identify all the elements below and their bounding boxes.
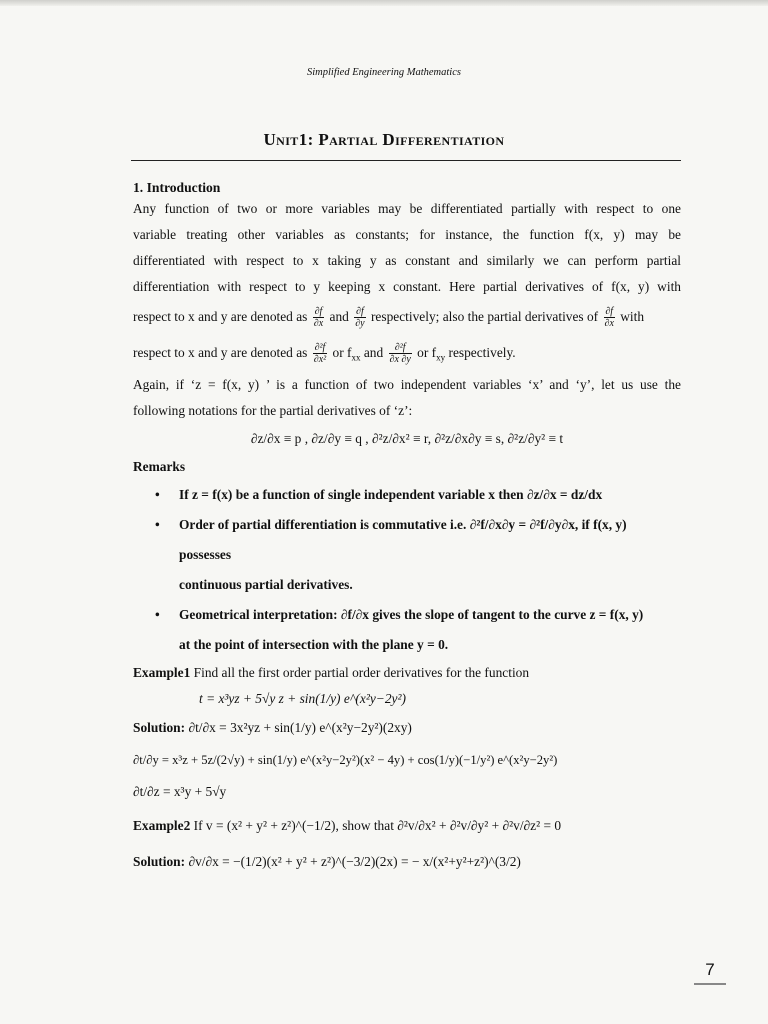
- page-body: [133, 180, 681, 880]
- remark-item-1: • If z = f(x) be a function of single independent variable x then ∂z/∂x = dz/dx: [155, 480, 681, 510]
- intro-line-8: following notations for the partial derivatives of ‘z’:: [133, 403, 413, 418]
- intro-line-3: differentiated with respect to x taking y as constant and similarly we can perform partial: [133, 253, 681, 268]
- remarks-heading: Remarks: [133, 459, 186, 474]
- notation-equation: ∂z/∂x ≡ p , ∂z/∂y ≡ q , ∂²z/∂x² ≡ r, ∂²z/∂x∂y ≡ s, ∂²z/∂y² ≡ t: [250, 431, 564, 446]
- d2f-dx2-fraction: $\frac{\text{∂²f}}{\text{∂x²}}$: [313, 342, 327, 366]
- intro-line-1: Any function of two or more variables may be differentiated partially with respect to one: [133, 201, 681, 216]
- section-heading: 1. Introduction: [133, 180, 221, 195]
- example1-function: t = x³yz + 5√y z + sin(1/y) e^(x²y−2y²): [199, 691, 406, 706]
- running-header: Simplified Engineering Mathematics: [307, 67, 461, 78]
- df-dx-fraction-2: $\frac{\partial f}{\partial x}$: [604, 306, 614, 330]
- example2-solution-1: Solution: ∂v/∂x = −(1/2)(x² + y² + z²)^(−3/2)(2x) = − x/(x²+y²+z²)^(3/2): [133, 854, 521, 869]
- scan-edge: [0, 0, 768, 6]
- unit-title: [0, 130, 768, 150]
- unit-name: Partial Differentiation: [318, 130, 505, 149]
- example1-solution-3: ∂t/∂z = x³y + 5√y: [133, 784, 227, 799]
- unit-label: Unit1:: [263, 130, 314, 149]
- intro-line-5: respect to x and y are denoted as $\frac{\partial f}{\partial x}$ and $\frac{\partial f}{\partial y}$ respectively; also the partial derivatives of $\frac{\partial f}{\partial x}$ with: [133, 306, 645, 330]
- page-number: 7: [705, 960, 715, 979]
- df-dy-fraction: $\frac{\partial f}{\partial y}$: [355, 306, 365, 330]
- intro-line-4: differentiation with respect to y keeping x constant. Here partial derivatives of f(x, y) with: [133, 279, 681, 294]
- remark-item-3: • Geometrical interpretation: ∂f/∂x gives the slope of tangent to the curve z = f(x, y) at the point of intersection with the plane y = 0.: [155, 600, 681, 660]
- df-dx-fraction: $\frac{\partial f}{\partial x}$: [313, 306, 324, 330]
- page-footer: [694, 960, 726, 985]
- page-number-rule: [694, 983, 726, 985]
- intro-line-6: respect to x and y are denoted as $\frac{\text{∂²f}}{\text{∂x²}}$ or $f_{xx}$ and $\frac{\text{∂²f}}{\partial x \partial y}$ or $f_{xy}$ respectively.: [133, 342, 516, 366]
- example1-solution-1: Solution: ∂t/∂x = 3x²yz + sin(1/y) e^(x²y−2y²)(2xy): [133, 720, 412, 735]
- title-divider: [131, 160, 681, 161]
- remark-item-2: • Order of partial differentiation is commutative i.e. ∂²f/∂x∂y = ∂²f/∂y∂x, if f(x, y) possesses continuous partial derivatives.: [155, 510, 681, 600]
- d2f-dxdy-fraction: $\frac{\text{∂²f}}{\partial x \partial y}$: [389, 342, 411, 366]
- example1-statement: Example1 Find all the first order partial order derivatives for the function: [133, 665, 530, 680]
- example2-statement: Example2 If v = (x² + y² + z²)^(−1/2), show that ∂²v/∂x² + ∂²v/∂y² + ∂²v/∂z² = 0: [133, 818, 562, 833]
- intro-line-7: Again, if ‘z = f(x, y) ’ is a function of two independent variables ‘x’ and ‘y’, let us use the: [133, 377, 681, 392]
- example1-solution-2: ∂t/∂y = x³z + 5z/(2√y) + sin(1/y) e^(x²y−2y²)(x² − 4y) + cos(1/y)(−1/y²) e^(x²y−2y²): [133, 753, 558, 767]
- intro-line-2: variable treating other variables as constants; for instance, the function f(x, y) may be: [133, 227, 681, 242]
- remarks-list: [133, 480, 681, 660]
